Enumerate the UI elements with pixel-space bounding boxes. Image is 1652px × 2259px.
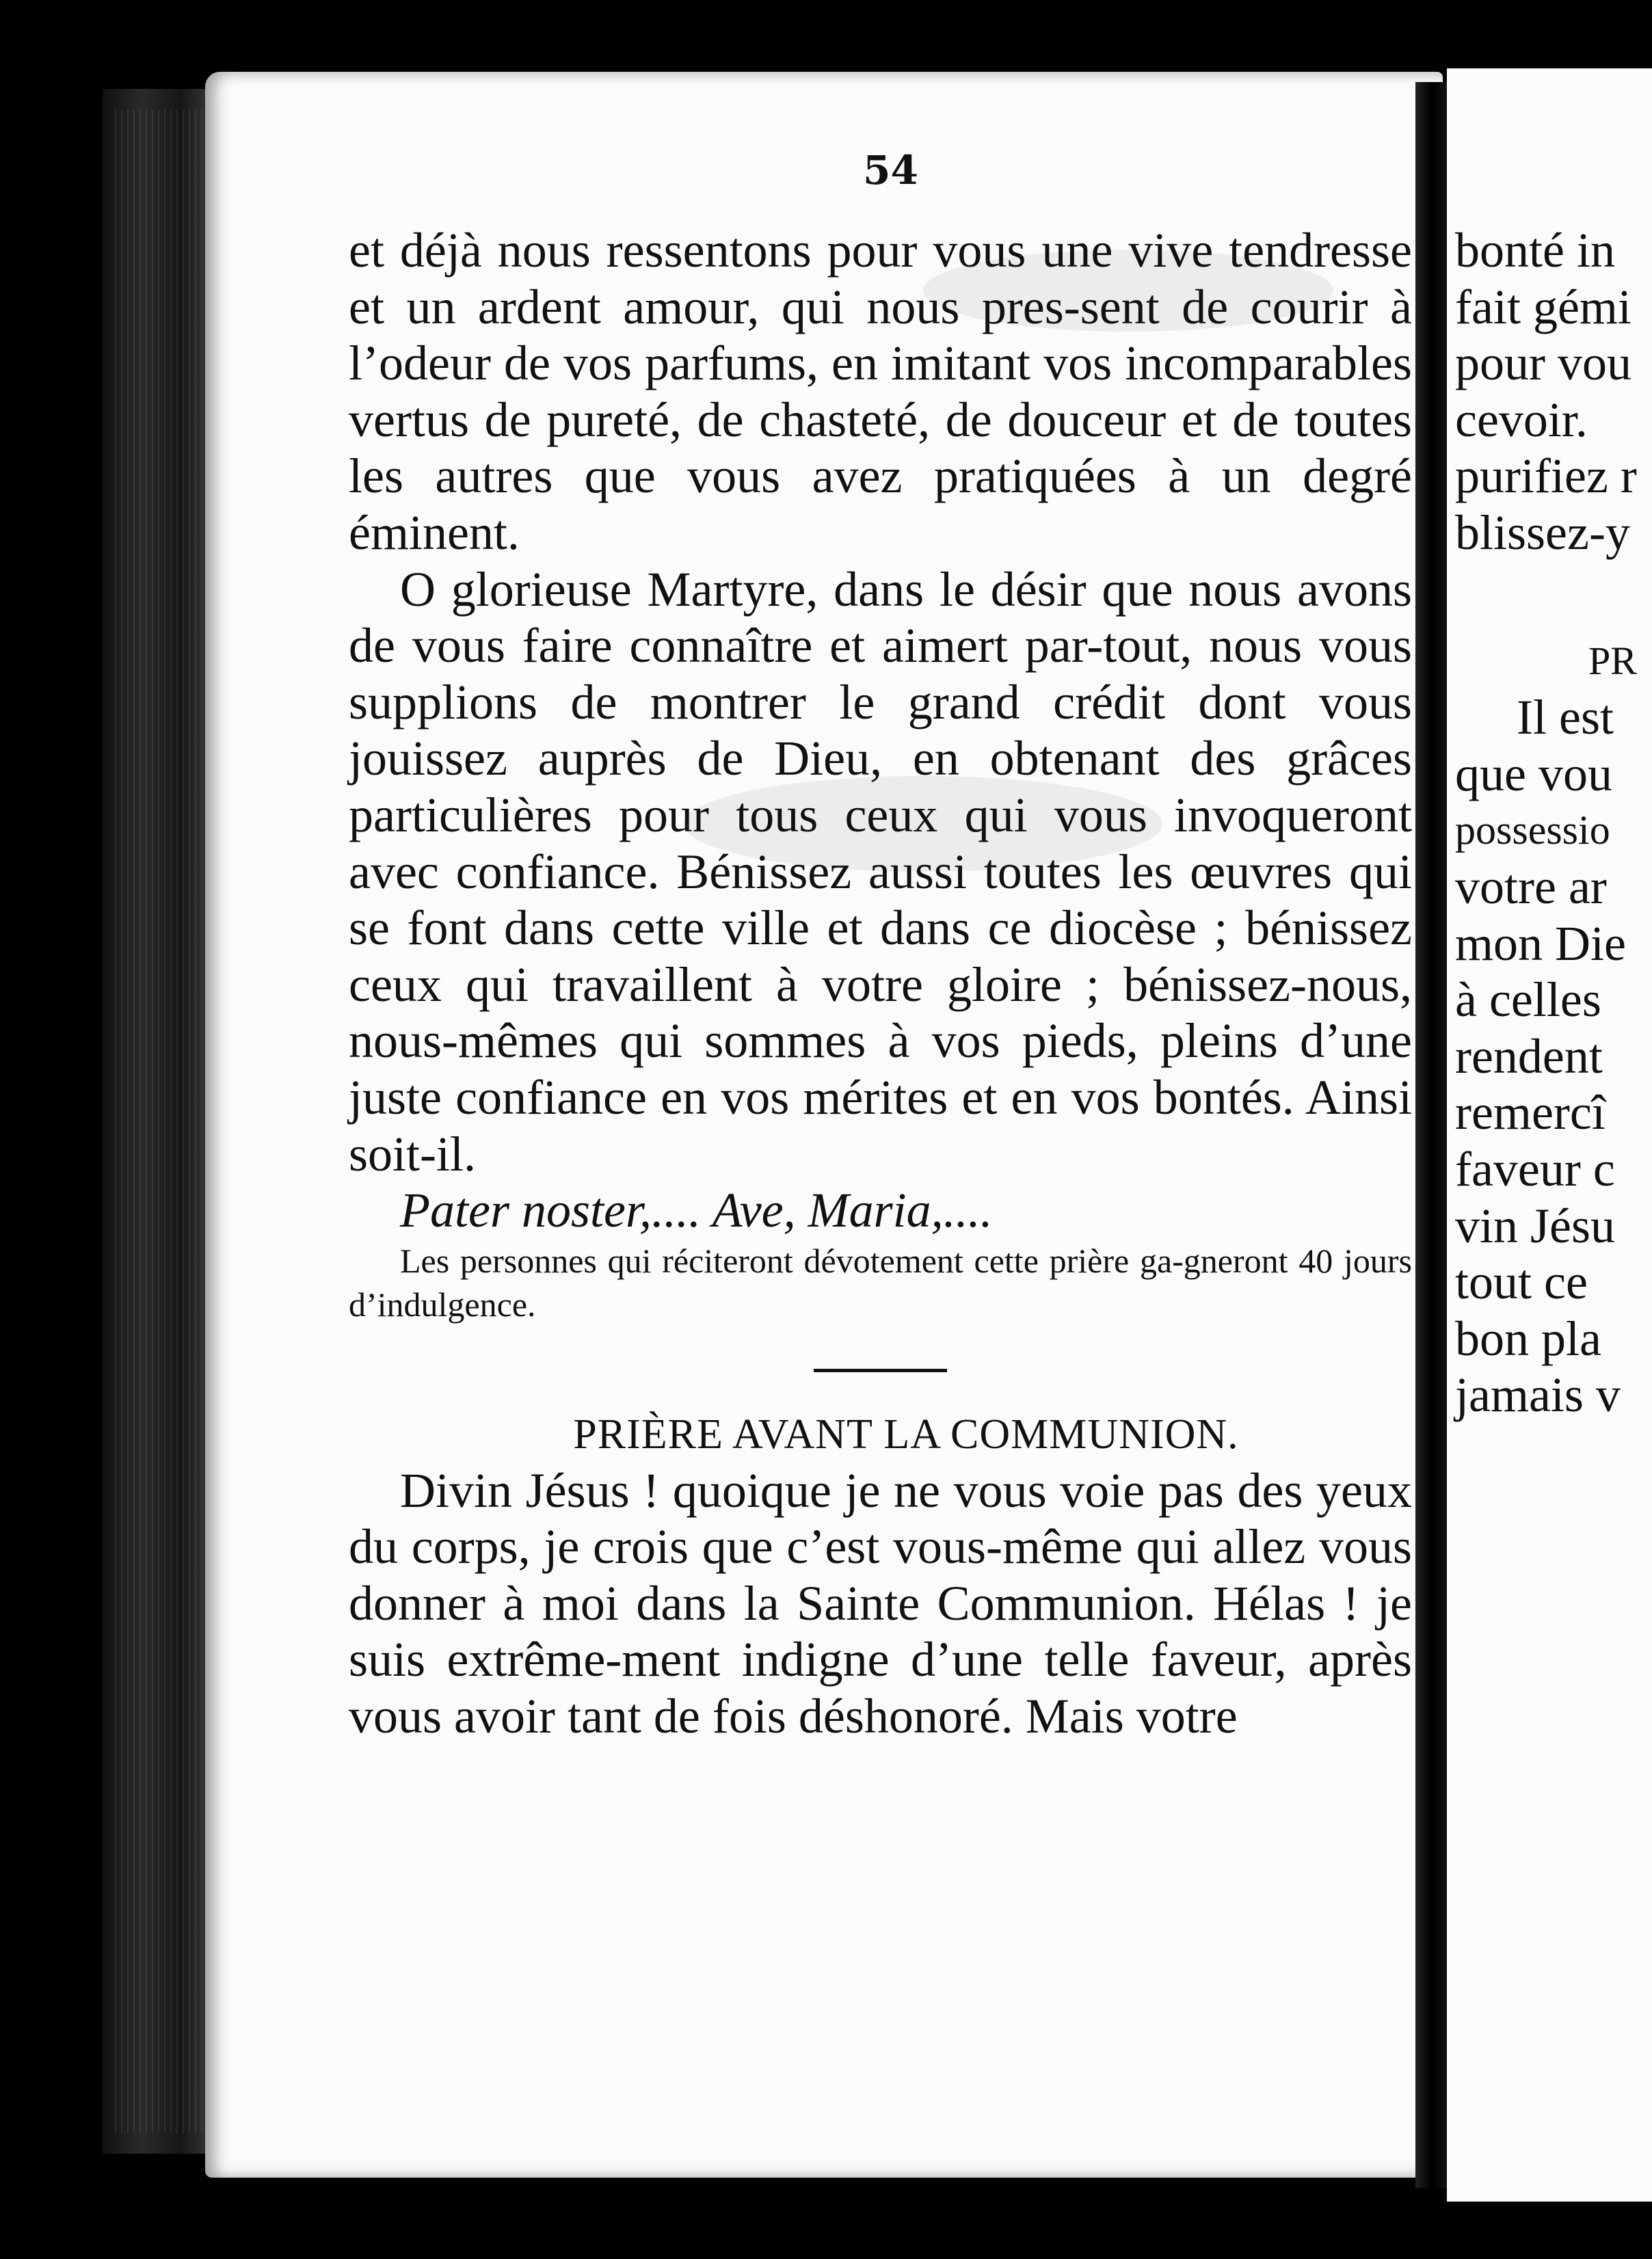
pater-ave-line: Pater noster,.... Ave, Maria,....: [400, 1183, 993, 1238]
left-page-text: [349, 222, 1412, 1745]
right-line: blissez-y: [1455, 505, 1630, 560]
paragraph-continuation: et déjà nous ressentons pour vous une vive tendresse et un ardent amour, qui nous pres-sent de courir à l’odeur de vos parfums, en imitant vos incomparables vertus de pureté, de chasteté, de douceur et de toutes les autres que vous avez pratiquées à un degré éminent.: [349, 223, 1412, 560]
right-line: Il est: [1517, 690, 1614, 745]
right-line: que vou: [1455, 746, 1612, 801]
paragraph-prayer: O glorieuse Martyre, dans le désir que nous avons de vous faire connaître et aimert par-tout, nous vous supplions de montrer le grand crédit dont vous jouissez auprès de Dieu, en obtenant des grâces particulières pour tous ceux qui vous invoqueront avec confiance. Bénissez aussi toutes les œuvres qui se font dans cette ville et dans ce diocèse ; bénissez ceux qui travaillent à votre gloire ; bénissez-nous, nous-mêmes qui sommes à vos pieds, pleins d’une juste confiance en vos mérites et en vos bontés. Ainsi soit-il.: [349, 561, 1412, 1181]
right-line: bon pla: [1455, 1311, 1601, 1366]
right-line: rendent: [1455, 1028, 1603, 1084]
section-heading: PRIÈRE AVANT LA COMMUNION.: [573, 1411, 1239, 1458]
right-line: bonté in: [1455, 223, 1615, 278]
right-line: cevoir.: [1455, 392, 1588, 447]
right-line: fait gémi: [1455, 279, 1631, 334]
page-number: 54: [863, 147, 918, 193]
right-page-text: [1455, 222, 1652, 1423]
right-line: à celles: [1455, 972, 1601, 1028]
right-line: remercî: [1455, 1085, 1606, 1140]
book-gutter: [1415, 82, 1447, 2188]
page-edges-texture: [115, 109, 217, 2133]
right-line: tout ce: [1455, 1255, 1588, 1310]
paragraph-communion: Divin Jésus ! quoique je ne vous voie pas des yeux du corps, je crois que c’est vous-même qui allez vous donner à moi dans la Sainte Communion. Hélas ! je suis extrême-ment indigne d’une telle faveur, après vous avoir tant de fois déshonoré. Mais votre: [349, 1462, 1412, 1744]
right-line: vin Jésu: [1455, 1198, 1615, 1253]
right-line: pour vou: [1455, 336, 1631, 391]
right-line: jamais v: [1455, 1367, 1621, 1423]
right-line: possessio: [1455, 807, 1610, 853]
section-divider: [814, 1369, 947, 1372]
right-heading-fragment: PR: [1588, 638, 1637, 683]
right-line: purifiez r: [1455, 449, 1637, 504]
right-line: votre ar: [1455, 859, 1607, 914]
indulgence-note: Les personnes qui réciteront dévotement cette prière ga-gneront 40 jours d’indulgence.: [349, 1241, 1412, 1324]
right-line: mon Die: [1455, 915, 1626, 971]
right-line: faveur c: [1455, 1141, 1615, 1197]
